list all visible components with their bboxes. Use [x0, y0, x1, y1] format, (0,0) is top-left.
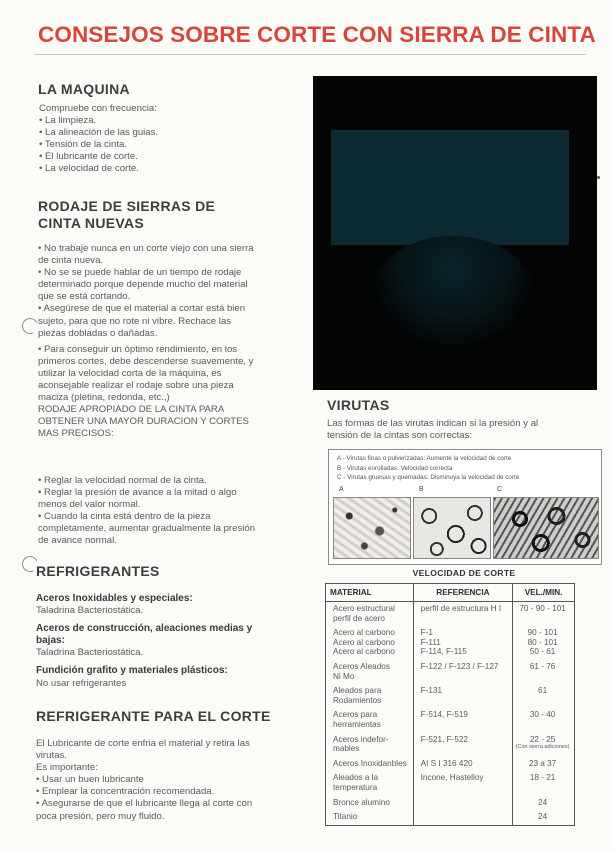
cell-line: perfil de estructura H I	[420, 604, 502, 613]
refrigerante-corte-line: poca presión, pero muy fluido.	[36, 810, 165, 822]
chip-photo-a	[333, 497, 411, 559]
rodaje-line: MAS PRECISOS:	[38, 428, 114, 440]
rodaje-line: • Asegúrese de que el material a cortar está bien	[38, 303, 246, 315]
cell-line: Acero estructural	[333, 604, 395, 613]
rodaje-heading-line: RODAJE DE SIERRAS DE	[38, 198, 216, 214]
cell-line: herramientas	[333, 719, 381, 729]
rodaje-line: aconsejable realizar el rodaje sobre una pieza	[38, 380, 234, 392]
rodaje-steps	[38, 475, 308, 548]
table-cell-material	[326, 771, 414, 795]
cell-line: F-122 / F-123 / F-127	[420, 661, 499, 671]
refrigerante-corte-line: virutas.	[36, 750, 67, 762]
table-cell-ref	[413, 684, 513, 708]
velocidad-title: VELOCIDAD DE CORTE	[412, 568, 516, 578]
cell-line: Aceros Inoxidanbles	[333, 758, 407, 768]
cell-line: 18 - 21	[529, 773, 556, 783]
rodaje-heading-line: CINTA NUEVAS	[38, 215, 145, 231]
table-cell-vel	[513, 626, 575, 660]
table-row	[326, 660, 575, 684]
refrigerante-corte-line: • Asegurarse de que el lubricante llega al corte con	[36, 798, 253, 810]
refrigerante-corte-heading: REFRIGERANTE PARA EL CORTE	[36, 708, 271, 724]
table-cell-material	[326, 810, 414, 825]
rodaje-line: utilizar la velocidad corta de la máquina, es	[38, 367, 222, 379]
cell-line: 90 - 101	[527, 628, 558, 638]
maquina-item: • Tensión de la cinta.	[39, 139, 127, 151]
cell-line: Aceros Aleados	[333, 661, 390, 671]
cell-line: 24	[538, 797, 548, 807]
refrigerante-group-text: Taladrina Bacteriostática.	[36, 647, 144, 659]
rodaje-step: completamente, aumentar gradualmente la presión	[38, 523, 256, 535]
cell-line: AI S I 316 420	[420, 758, 473, 768]
rodaje-line: piezas dobladas o dañadas.	[38, 327, 158, 339]
rodaje-line: maciza (pletina, redonda, etc.,)	[38, 392, 170, 404]
page-title: CONSEJOS SOBRE CORTE CON SIERRA DE CINTA	[38, 22, 596, 47]
maquina-list	[39, 103, 299, 176]
table-cell-material	[326, 796, 414, 811]
refrigerantes-heading: REFRIGERANTES	[36, 563, 160, 579]
saw-cut-area	[373, 236, 533, 346]
table-cell-vel	[513, 708, 575, 732]
cell-line: 70 - 90 - 101	[519, 604, 566, 613]
table-row	[326, 771, 575, 795]
col-header-referencia: REFERENCIA	[413, 584, 513, 602]
cell-line: 61 - 76	[529, 661, 556, 671]
rodaje-step: de avance normal.	[38, 535, 117, 547]
rodaje-body	[38, 243, 308, 441]
table-cell-ref	[413, 810, 513, 825]
table-cell-vel	[513, 660, 575, 684]
table-row	[326, 684, 575, 708]
table-cell-vel	[513, 602, 575, 627]
chip-photo-b	[413, 497, 491, 559]
table-cell-ref	[413, 757, 513, 772]
chip-photo-c	[493, 497, 599, 559]
cell-line: 61	[538, 686, 548, 696]
cell-line: perfil de acero	[333, 613, 385, 623]
table-row	[326, 708, 575, 732]
rodaje-line: que se está cortando.	[38, 291, 131, 303]
cell-line: Incone, Hastelloy	[420, 773, 484, 783]
table-cell-vel	[513, 771, 575, 795]
col-header-vel: VEL./MIN.	[513, 584, 575, 602]
virutas-legend	[337, 454, 519, 483]
table-cell-ref	[413, 733, 513, 757]
rodaje-step: • Reglar la presión de avance a la mitad o algo	[38, 487, 237, 499]
refrigerante-corte-line: • Usar un buen lubricante	[36, 774, 144, 786]
cell-line: Acero al carbono	[333, 647, 395, 657]
rodaje-line: determinado porque depende mucho del material	[38, 279, 248, 291]
cell-line: F-131	[420, 686, 443, 696]
maquina-intro: Compruebe con frecuencia:	[39, 103, 157, 114]
table-cell-vel	[513, 796, 575, 811]
table-cell-material	[326, 602, 414, 627]
velocidad-table	[325, 583, 575, 826]
cell-line: 24	[538, 812, 548, 822]
rodaje-step: • Cuando la cinta está dentro de la pieza	[38, 511, 211, 523]
table-cell-ref	[413, 771, 513, 795]
refrigerante-group-title: Aceros Inoxidables y especiales:	[36, 593, 193, 604]
refrigerante-corte-line: Es importante:	[36, 762, 98, 774]
refrigerante-group-text: Taladrina Bacteriostática.	[36, 605, 144, 617]
chip-label-a: A	[339, 486, 344, 493]
band-saw-photo	[313, 76, 597, 390]
virutas-heading: VIRUTAS	[327, 397, 390, 413]
refrigerantes-body	[36, 593, 276, 690]
cell-line: mables	[333, 744, 360, 754]
rodaje-heading	[38, 198, 215, 232]
cell-line: Bronce alumino	[333, 797, 390, 807]
table-cell-ref	[413, 626, 513, 660]
table-cell-vel	[513, 810, 575, 825]
cell-line: Aceros para	[333, 710, 378, 720]
maquina-item: • La limpieza.	[39, 115, 97, 127]
table-row	[326, 602, 575, 627]
table-cell-ref	[413, 796, 513, 811]
table-row	[326, 796, 575, 811]
maquina-heading: LA MAQUINA	[38, 81, 130, 97]
table-row	[326, 810, 575, 825]
col-header-material: MATERIAL	[326, 584, 414, 602]
rodaje-line: de cinta nueva.	[38, 255, 104, 267]
cell-line: Aleados para	[333, 686, 382, 696]
chip-label-c: C	[497, 486, 503, 493]
rodaje-step: menos del valor normal.	[38, 499, 141, 511]
cell-line: 30 - 40	[529, 710, 556, 720]
refrigerante-corte-line: El Lubricante de corte enfria el material y retira las	[36, 738, 250, 749]
chip-label-b: B	[419, 486, 424, 493]
table-row	[326, 733, 575, 757]
rodaje-step: • Reglar la velocidad normal de la cinta.	[38, 475, 207, 486]
refrigerante-corte-line: • Emplear la concentración recomendada.	[36, 786, 215, 798]
table-cell-vel	[513, 757, 575, 772]
cell-line: 50 - 61	[529, 647, 556, 657]
cell-line: Rodamientos	[333, 695, 382, 705]
virutas-legend-line: B - Virutas enrolladas: Velocidad correcta	[337, 464, 453, 472]
cell-note: (Con sierra adiciones)	[515, 744, 570, 751]
rodaje-line: RODAJE APROPIADO DE LA CINTA PARA	[38, 404, 225, 416]
virutas-legend-line: A - Virutas finas o pulverizadas: Aumente la velocidad de corte	[337, 455, 512, 462]
table-cell-ref	[413, 660, 513, 684]
rodaje-line: OBTENER UNA MAYOR DURACION Y CORTES	[38, 416, 249, 428]
refrigerante-group-title: Fundición grafito y materiales plásticos:	[36, 665, 228, 677]
table-cell-ref	[413, 708, 513, 732]
cell-line: F-1	[420, 628, 433, 638]
virutas-text: Las formas de las virutas indican si la presión y al	[327, 418, 539, 429]
margin-dot	[597, 176, 600, 179]
table-cell-material	[326, 684, 414, 708]
cell-line: Aceros indefor-	[333, 734, 389, 744]
refrigerante-group-title: Aceros de construcción, aleaciones medias y bajas:	[36, 623, 253, 647]
table-cell-material	[326, 626, 414, 660]
cell-line: F-114, F-115	[420, 647, 467, 657]
cell-line: Titanio	[333, 812, 358, 822]
cell-line: F-514, F-519	[420, 710, 468, 720]
virutas-figure	[328, 449, 602, 565]
table-cell-material	[326, 708, 414, 732]
title-divider	[34, 54, 586, 55]
table-row	[326, 626, 575, 660]
table-cell-material	[326, 757, 414, 772]
cell-line: 22 - 25	[529, 734, 556, 744]
rodaje-line: sujeto, para que no rote ni vibre. Rechace las	[38, 315, 232, 327]
cell-line: Ni Mo	[333, 671, 355, 681]
maquina-item: • La velocidad de corte.	[39, 163, 139, 175]
cell-line: F-111	[420, 637, 441, 647]
cell-line: temperatura	[333, 782, 378, 792]
cell-line: F-521, F-522	[420, 734, 468, 744]
virutas-legend-line: C - Virutas gruesas y quemadas: Disminuya la velocidad de corte	[337, 474, 520, 481]
rodaje-line: primeros cortes, debe descenderse suavemente, y	[38, 355, 254, 367]
maquina-item: • La alineación de las guias.	[39, 127, 159, 139]
table-cell-ref	[413, 602, 513, 627]
refrigerante-group-text: No usar refrigerantes	[36, 677, 127, 689]
table-cell-material	[326, 660, 414, 684]
cell-line: Aleados a la	[333, 773, 379, 783]
velocidad-table-body	[326, 602, 575, 826]
table-cell-vel	[513, 684, 575, 708]
refrigerante-corte-body	[36, 738, 306, 823]
maquina-item: • El lubricante de corte.	[39, 151, 138, 163]
cell-line: 23 a 37	[528, 758, 557, 768]
table-cell-vel	[513, 733, 575, 757]
cell-line: 80 - 101	[527, 637, 558, 647]
cell-line: Acero al carbono	[333, 628, 395, 638]
rodaje-line: • No se se puede hablar de un tiempo de rodaje	[38, 267, 242, 279]
cell-line: Acero al carbono	[333, 637, 395, 647]
virutas-text: tensión de la cintas son correctas:	[327, 430, 473, 442]
rodaje-line: • Para conseguir un óptimo rendimiento, en los	[38, 343, 238, 355]
virutas-intro	[327, 418, 597, 442]
rodaje-line: • No trabaje nunca en un corte viejo con una sierra	[38, 243, 254, 254]
table-row	[326, 757, 575, 772]
table-cell-material	[326, 733, 414, 757]
saw-blade-area	[331, 130, 569, 245]
